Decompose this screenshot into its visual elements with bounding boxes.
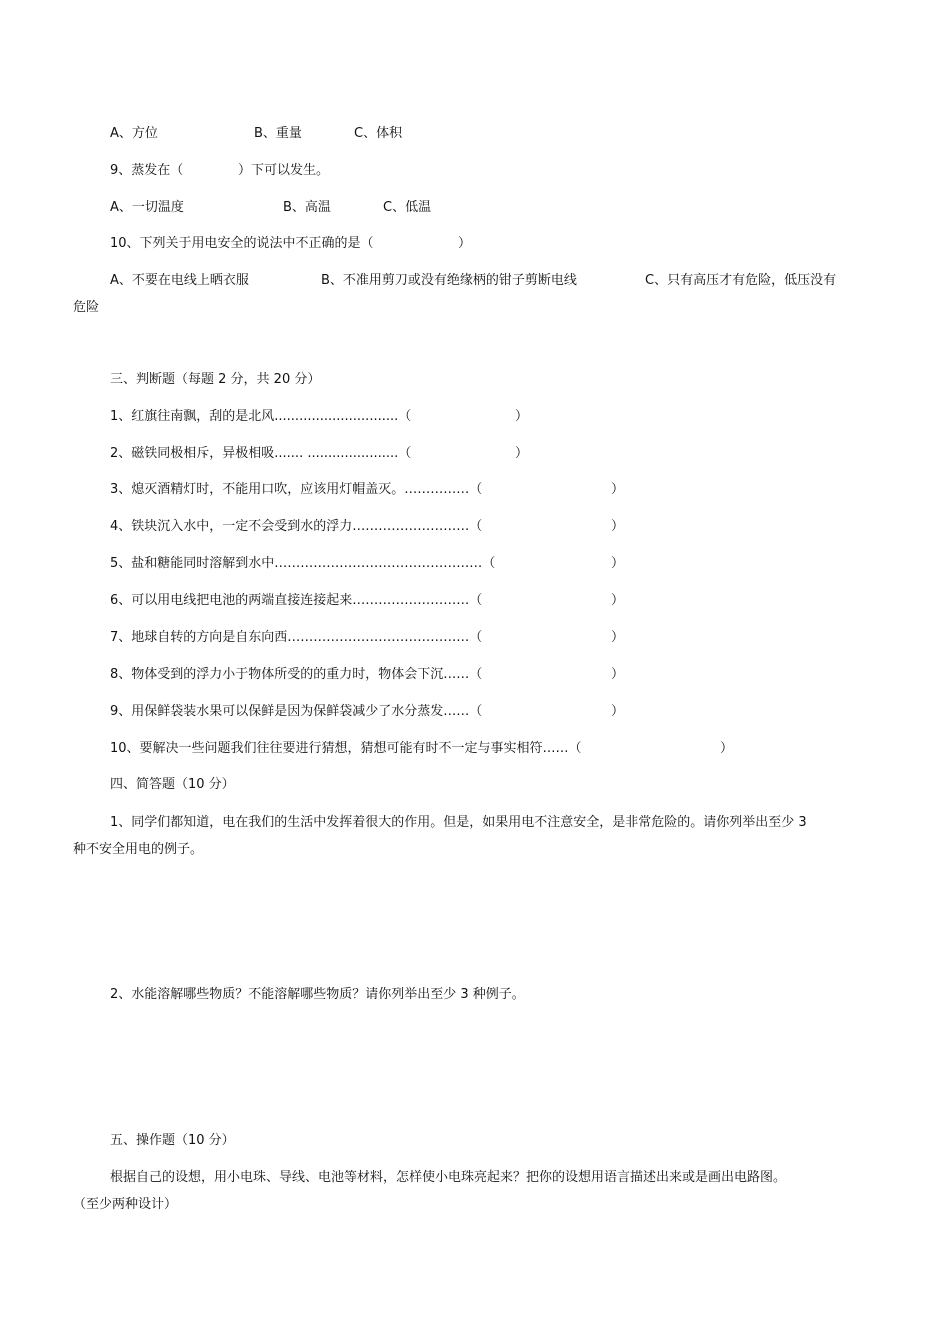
q10-option-c-continued: 危险 <box>73 300 100 315</box>
judge-item-6: 6、可以用电线把电池的两端直接连接起来………………………（ <box>110 593 483 608</box>
judge-item-4: 4、铁块沉入水中，一定不会受到水的浮力………………………（ <box>110 519 483 534</box>
short-q1-line2: 种不安全用电的例子。 <box>73 842 204 857</box>
q10-option-b: B、不准用剪刀或没有绝缘柄的钳子剪断电线 <box>321 273 577 288</box>
judge-item-5-blank-close: ） <box>611 556 625 571</box>
short-q1-line1: 1、同学们都知道，电在我们的生活中发挥着很大的作用。但是，如果用电不注意安全，是非常危险的。请你列举出至少 3 <box>110 815 807 830</box>
judge-item-8: 8、物体受到的浮力小于物体所受的的重力时，物体会下沉……（ <box>110 667 483 682</box>
q8-option-a: A、方位 <box>110 126 158 141</box>
judge-item-6-blank-close: ） <box>611 593 625 608</box>
q9-option-a: A、一切温度 <box>110 200 184 215</box>
q9-option-c: C、低温 <box>383 200 432 215</box>
judge-item-1-blank-close: ） <box>515 409 529 424</box>
q9-option-b: B、高温 <box>283 200 331 215</box>
q8-option-b: B、重量 <box>254 126 302 141</box>
operation-line2: （至少两种设计） <box>73 1197 178 1212</box>
q9-blank-close: ）下可以发生。 <box>238 163 330 178</box>
judge-item-2-blank-close: ） <box>515 446 529 461</box>
judge-item-3: 3、熄灭酒精灯时，不能用口吹，应该用灯帽盖灭。……………（ <box>110 482 483 497</box>
judge-item-2: 2、磁铁同极相斥，异极相吸....... ......................（ <box>110 446 412 461</box>
q10-blank-close: ） <box>458 236 472 251</box>
operation-line1: 根据自己的设想，用小电珠、导线、电池等材料，怎样使小电珠亮起来？把你的设想用语言描述出来或是画出电路图。 <box>110 1170 787 1185</box>
judge-item-4-blank-close: ） <box>611 519 625 534</box>
q10-stem: 10、下列关于用电安全的说法中不正确的是（ <box>110 236 374 251</box>
short-q2: 2、水能溶解哪些物质？不能溶解哪些物质？请你列举出至少 3 种例子。 <box>110 987 525 1002</box>
q8-option-c: C、体积 <box>354 126 403 141</box>
judge-item-5: 5、盐和糖能同时溶解到水中…………………………………………（ <box>110 556 496 571</box>
judge-item-8-blank-close: ） <box>611 667 625 682</box>
q10-option-a: A、不要在电线上晒衣服 <box>110 273 249 288</box>
operation-section-title: 五、操作题（10 分） <box>110 1133 235 1148</box>
judge-item-7: 7、地球自转的方向是自东向西……………………………………（ <box>110 630 483 645</box>
short-answer-section-title: 四、简答题（10 分） <box>110 777 235 792</box>
q10-option-c: C、只有高压才有危险，低压没有 <box>645 273 837 288</box>
judge-item-1: 1、红旗往南飘，刮的是北风..............................（ <box>110 409 412 424</box>
judge-item-9: 9、用保鲜袋装水果可以保鲜是因为保鲜袋减少了水分蒸发……（ <box>110 704 483 719</box>
q9-stem: 9、蒸发在（ <box>110 163 184 178</box>
judge-item-10-blank-close: ） <box>720 741 734 756</box>
judge-item-9-blank-close: ） <box>611 704 625 719</box>
judge-item-10: 10、要解决一些问题我们往往要进行猜想，猜想可能有时不一定与事实相符……（ <box>110 741 582 756</box>
judge-section-title: 三、判断题（每题 2 分，共 20 分） <box>110 372 321 387</box>
judge-item-7-blank-close: ） <box>611 630 625 645</box>
judge-item-3-blank-close: ） <box>611 482 625 497</box>
